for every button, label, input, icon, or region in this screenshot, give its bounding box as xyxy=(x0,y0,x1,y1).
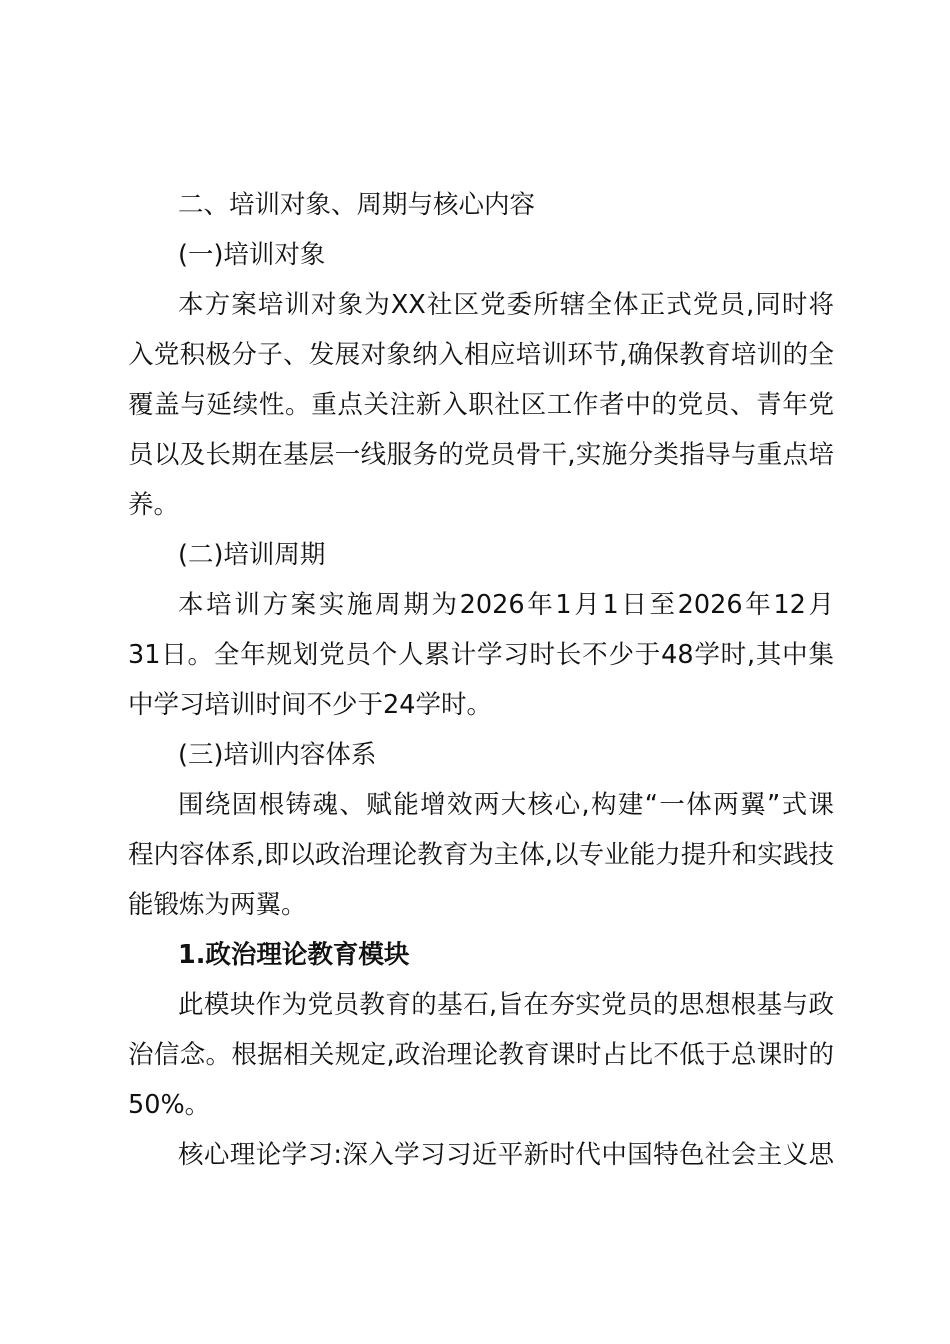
paragraph-line: 中学习培训时间不少于24学时。 xyxy=(128,690,492,720)
paragraph-line: 治信念。根据相关规定,政治理论教育课时占比不低于总课时的 xyxy=(128,1040,834,1070)
paragraph-line: 围绕固根铸魂、赋能增效两大核心,构建“一体两翼”式课 xyxy=(178,790,834,820)
paragraph-line: 入党积极分子、发展对象纳入相应培训环节,确保教育培训的全 xyxy=(128,340,834,370)
module-heading: 1.政治理论教育模块 xyxy=(178,940,410,970)
subsection-heading: (一)培训对象 xyxy=(178,240,326,270)
paragraph-line: 31日。全年规划党员个人累计学习时长不少于48学时,其中集 xyxy=(128,640,834,670)
paragraph-line: 核心理论学习:深入学习习近平新时代中国特色社会主义思 xyxy=(178,1140,834,1170)
section-heading: 二、培训对象、周期与核心内容 xyxy=(178,190,536,220)
document-body xyxy=(128,180,834,1180)
paragraph-line: 本方案培训对象为XX社区党委所辖全体正式党员,同时将 xyxy=(178,290,834,320)
paragraph-line: 覆盖与延续性。重点关注新入职社区工作者中的党员、青年党 xyxy=(128,390,834,420)
paragraph-line: 程内容体系,即以政治理论教育为主体,以专业能力提升和实践技 xyxy=(128,840,834,870)
paragraph-line: 50%。 xyxy=(128,1090,211,1120)
paragraph-line: 此模块作为党员教育的基石,旨在夯实党员的思想根基与政 xyxy=(178,990,834,1020)
paragraph-line: 本培训方案实施周期为2026年1月1日至2026年12月 xyxy=(178,590,834,620)
paragraph-line: 员以及长期在基层一线服务的党员骨干,实施分类指导与重点培 xyxy=(128,440,834,470)
paragraph-line: 养。 xyxy=(128,490,180,520)
subsection-heading: (三)培训内容体系 xyxy=(178,740,377,770)
subsection-heading: (二)培训周期 xyxy=(178,540,326,570)
paragraph-line: 能锻炼为两翼。 xyxy=(128,890,307,920)
